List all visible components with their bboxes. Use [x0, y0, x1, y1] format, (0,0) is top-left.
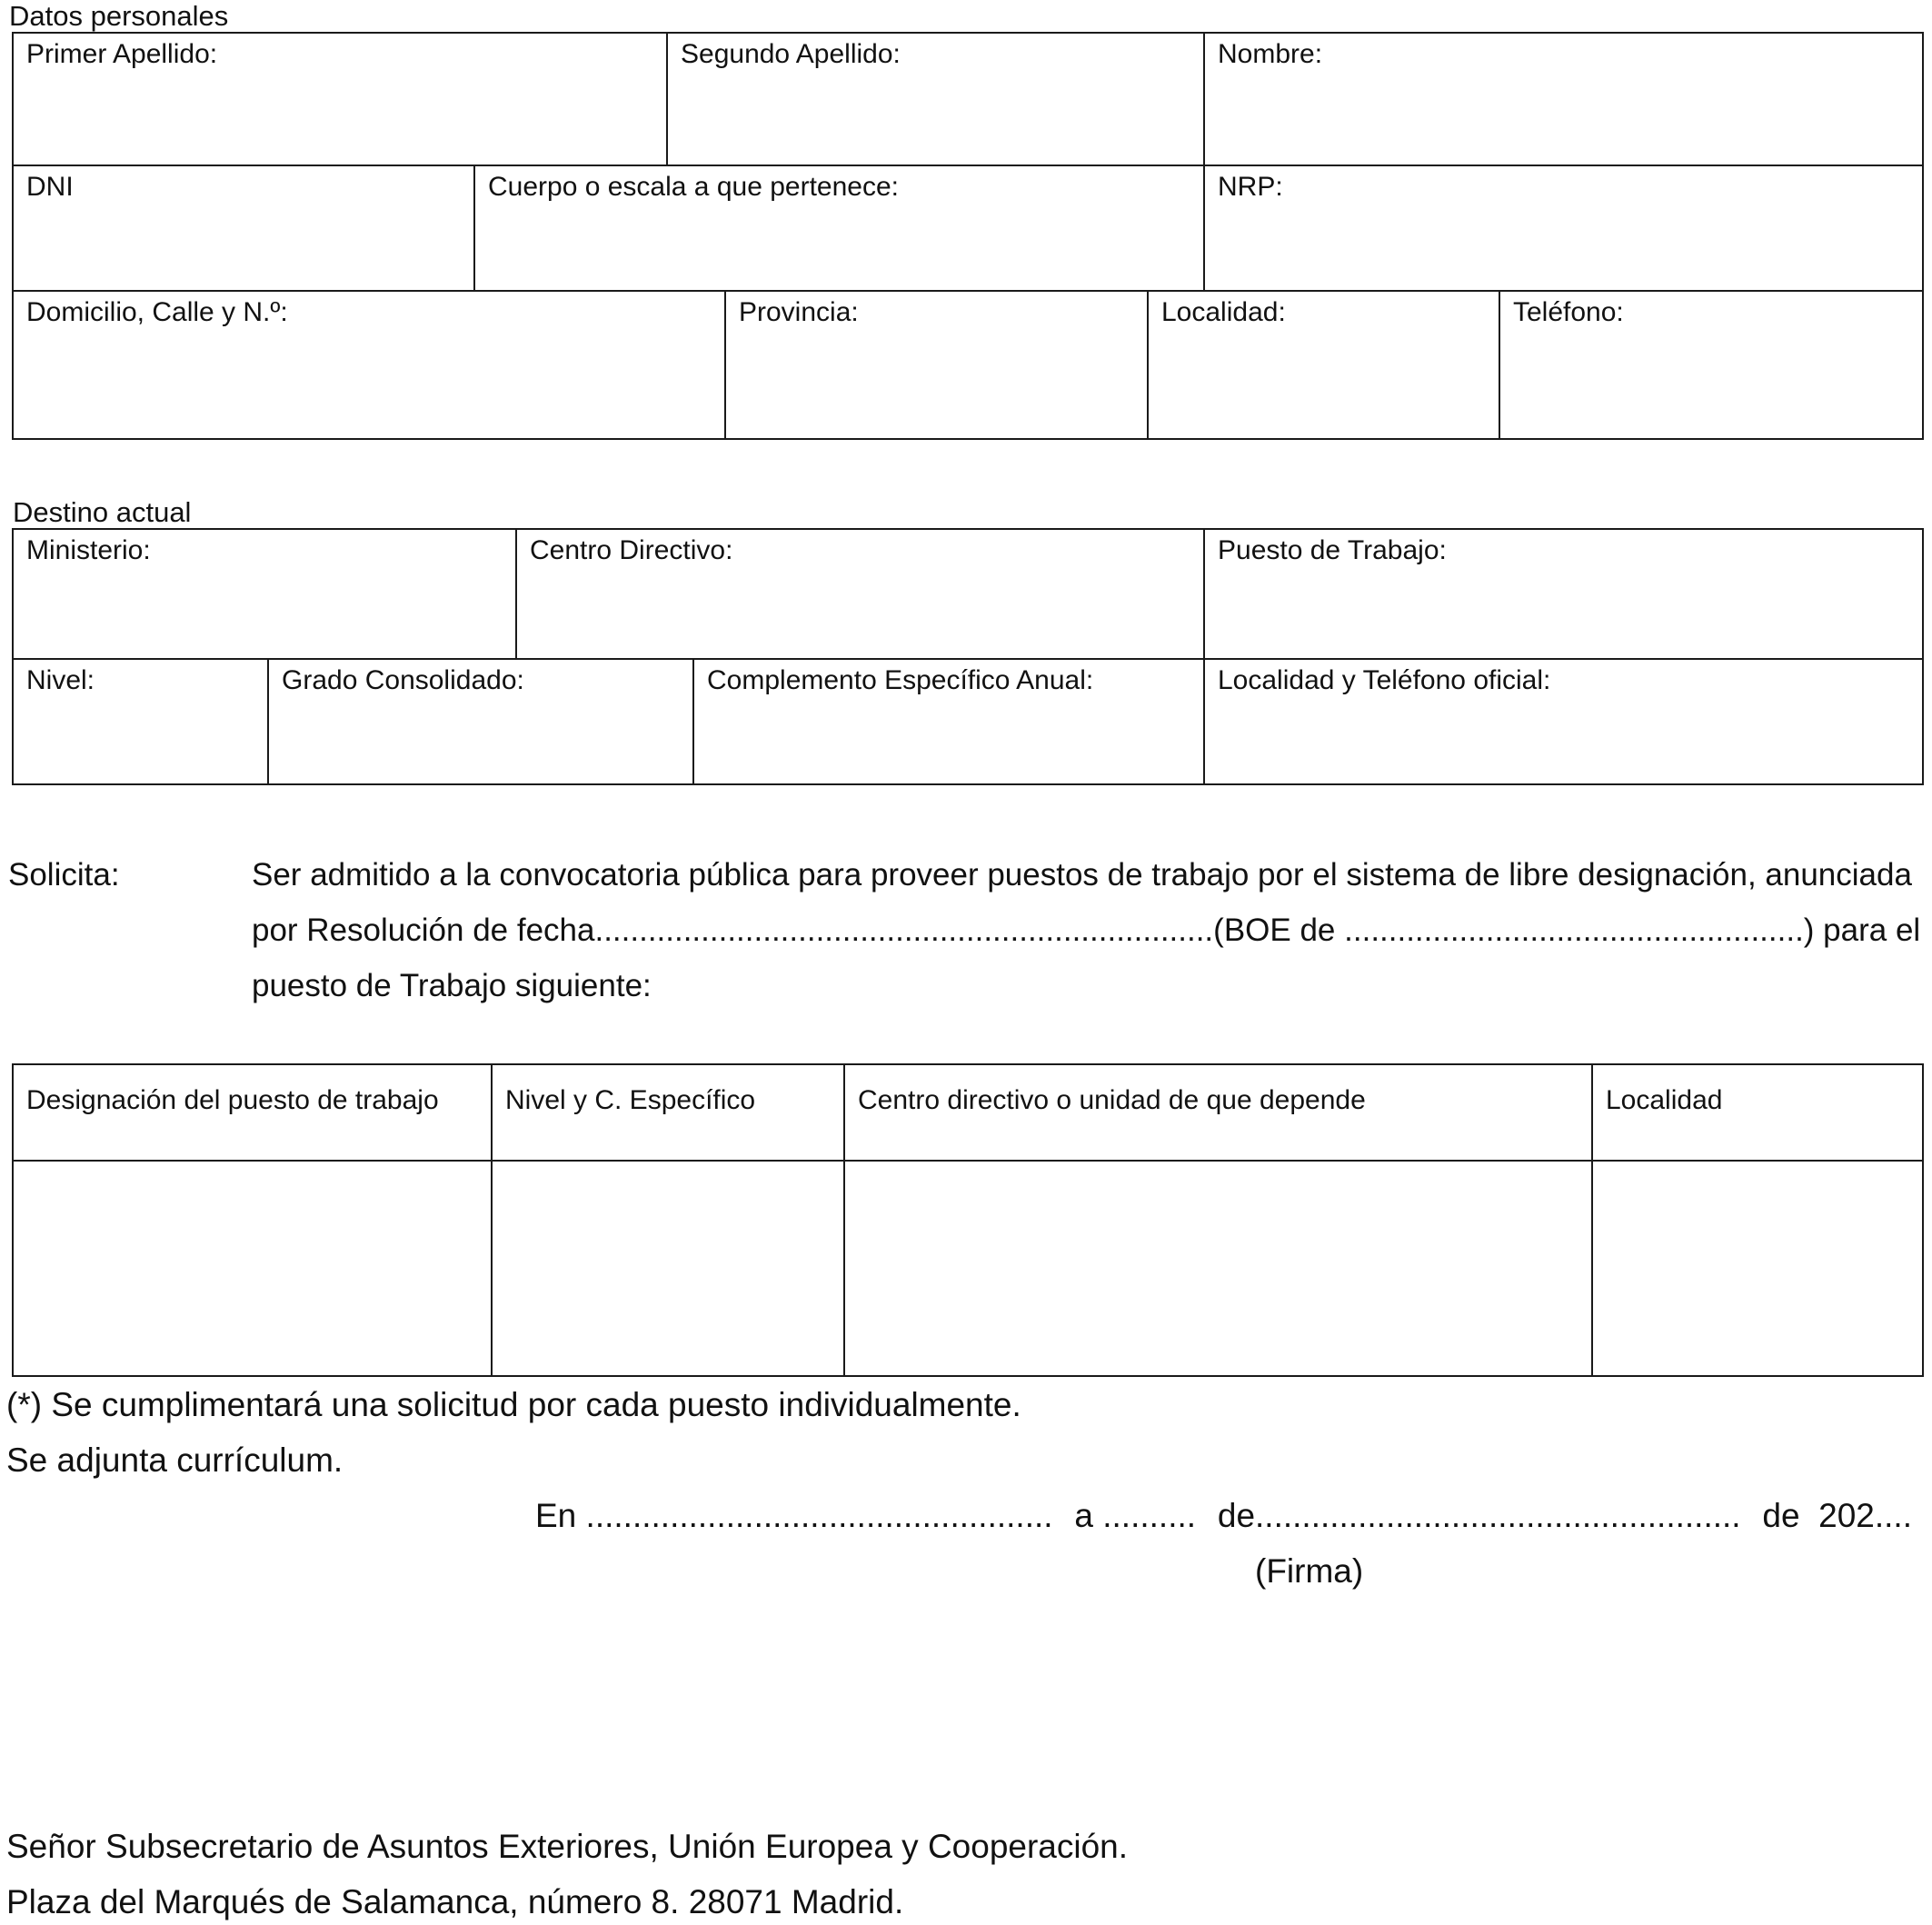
- section-title-destino-actual: Destino actual: [13, 496, 192, 528]
- table-header-centro: [845, 1065, 1593, 1162]
- table-cell-designacion-input[interactable]: [14, 1162, 493, 1375]
- de-year-label: de: [1762, 1497, 1800, 1534]
- solicita-label: Solicita:: [8, 857, 120, 893]
- field-nombre[interactable]: [1205, 34, 1922, 166]
- field-primer-apellido[interactable]: [14, 34, 668, 166]
- mes-blank[interactable]: ....................................................: [1255, 1497, 1741, 1534]
- section-title-datos-personales: Datos personales: [9, 0, 229, 32]
- destino-grid: [12, 528, 1924, 785]
- table-header-nivel: [493, 1065, 845, 1162]
- de-label: de: [1217, 1497, 1256, 1534]
- destinatario-line-2: Plaza del Marqués de Salamanca, número 8. 28071 Madrid.: [6, 1883, 904, 1920]
- table-cell-centro-input[interactable]: [845, 1162, 1593, 1375]
- field-puesto-trabajo[interactable]: [1205, 530, 1922, 660]
- firma-label: (Firma): [1255, 1552, 1364, 1590]
- table-header-designacion: [14, 1065, 493, 1162]
- solicita-paragraph: [252, 847, 1921, 1013]
- field-nrp[interactable]: [1205, 166, 1922, 292]
- solicita-line-2: [252, 903, 1921, 958]
- field-label: Nombre:: [1218, 39, 1323, 69]
- en-label: En: [535, 1497, 577, 1534]
- field-grado-consolidado[interactable]: [269, 660, 694, 783]
- lugar-blank[interactable]: ..................................................: [585, 1497, 1053, 1534]
- field-label: Teléfono:: [1513, 297, 1624, 327]
- lugar-fecha-line: [535, 1497, 1912, 1535]
- table-header-label: Centro directivo o unidad de que depende: [858, 1085, 1366, 1115]
- field-label: Cuerpo o escala a que pertenece:: [488, 172, 899, 202]
- field-label: NRP:: [1218, 172, 1283, 202]
- field-label: Centro Directivo:: [530, 535, 733, 565]
- field-ministerio[interactable]: [14, 530, 517, 660]
- field-segundo-apellido[interactable]: [668, 34, 1205, 166]
- field-label: DNI: [26, 172, 74, 202]
- field-complemento-especifico[interactable]: [694, 660, 1205, 783]
- field-domicilio[interactable]: [14, 292, 726, 438]
- field-label: Grado Consolidado:: [282, 665, 524, 695]
- field-telefono[interactable]: [1500, 292, 1922, 438]
- para-el-label: ) para el: [1803, 913, 1921, 948]
- field-nivel[interactable]: [14, 660, 269, 783]
- dia-blank[interactable]: ..........: [1102, 1497, 1197, 1534]
- table-header-label: Nivel y C. Específico: [505, 1085, 756, 1115]
- year-blank[interactable]: 202....: [1818, 1497, 1912, 1534]
- destinatario-line-1: Señor Subsecretario de Asuntos Exteriores, Unión Europea y Cooperación.: [6, 1828, 1129, 1865]
- resolucion-fecha-blank[interactable]: ......................................................................: [594, 913, 1214, 948]
- field-label: Puesto de Trabajo:: [1218, 535, 1447, 565]
- field-label: Domicilio, Calle y N.º:: [26, 297, 288, 327]
- field-localidad-telefono-oficial[interactable]: [1205, 660, 1922, 783]
- field-label: Localidad y Teléfono oficial:: [1218, 665, 1551, 695]
- table-header-label: Designación del puesto de trabajo: [26, 1085, 439, 1115]
- field-dni[interactable]: [14, 166, 475, 292]
- adjunta-curriculum: Se adjunta currículum.: [6, 1441, 344, 1479]
- field-centro-directivo[interactable]: [517, 530, 1205, 660]
- table-header-label: Localidad: [1606, 1085, 1723, 1115]
- field-label: Segundo Apellido:: [681, 39, 901, 69]
- resolucion-label: por Resolución de fecha: [252, 913, 595, 948]
- footnote-solicitud: (*) Se cumplimentará una solicitud por cada puesto individualmente.: [6, 1386, 1021, 1423]
- solicita-line-1: Ser admitido a la convocatoria pública para proveer puestos de trabajo por el sistema de libre designación, anunciada: [252, 857, 1912, 893]
- field-label: Primer Apellido:: [26, 39, 218, 69]
- table-cell-nivel-input[interactable]: [493, 1162, 845, 1375]
- field-localidad[interactable]: [1149, 292, 1500, 438]
- field-label: Nivel:: [26, 665, 95, 695]
- personal-data-grid: [12, 32, 1924, 440]
- field-provincia[interactable]: [726, 292, 1149, 438]
- solicita-line-3: puesto de Trabajo siguiente:: [252, 968, 652, 1003]
- field-label: Ministerio:: [26, 535, 151, 565]
- field-label: Localidad:: [1161, 297, 1286, 327]
- field-cuerpo[interactable]: [475, 166, 1205, 292]
- table-cell-localidad-input[interactable]: [1593, 1162, 1922, 1375]
- table-header-localidad: [1593, 1065, 1922, 1162]
- puestos-table: [12, 1063, 1924, 1377]
- field-label: Complemento Específico Anual:: [707, 665, 1094, 695]
- field-label: Provincia:: [739, 297, 859, 327]
- a-label: a: [1074, 1497, 1093, 1534]
- boe-fecha-blank[interactable]: ....................................................: [1344, 913, 1804, 948]
- boe-label: (BOE de: [1213, 913, 1336, 948]
